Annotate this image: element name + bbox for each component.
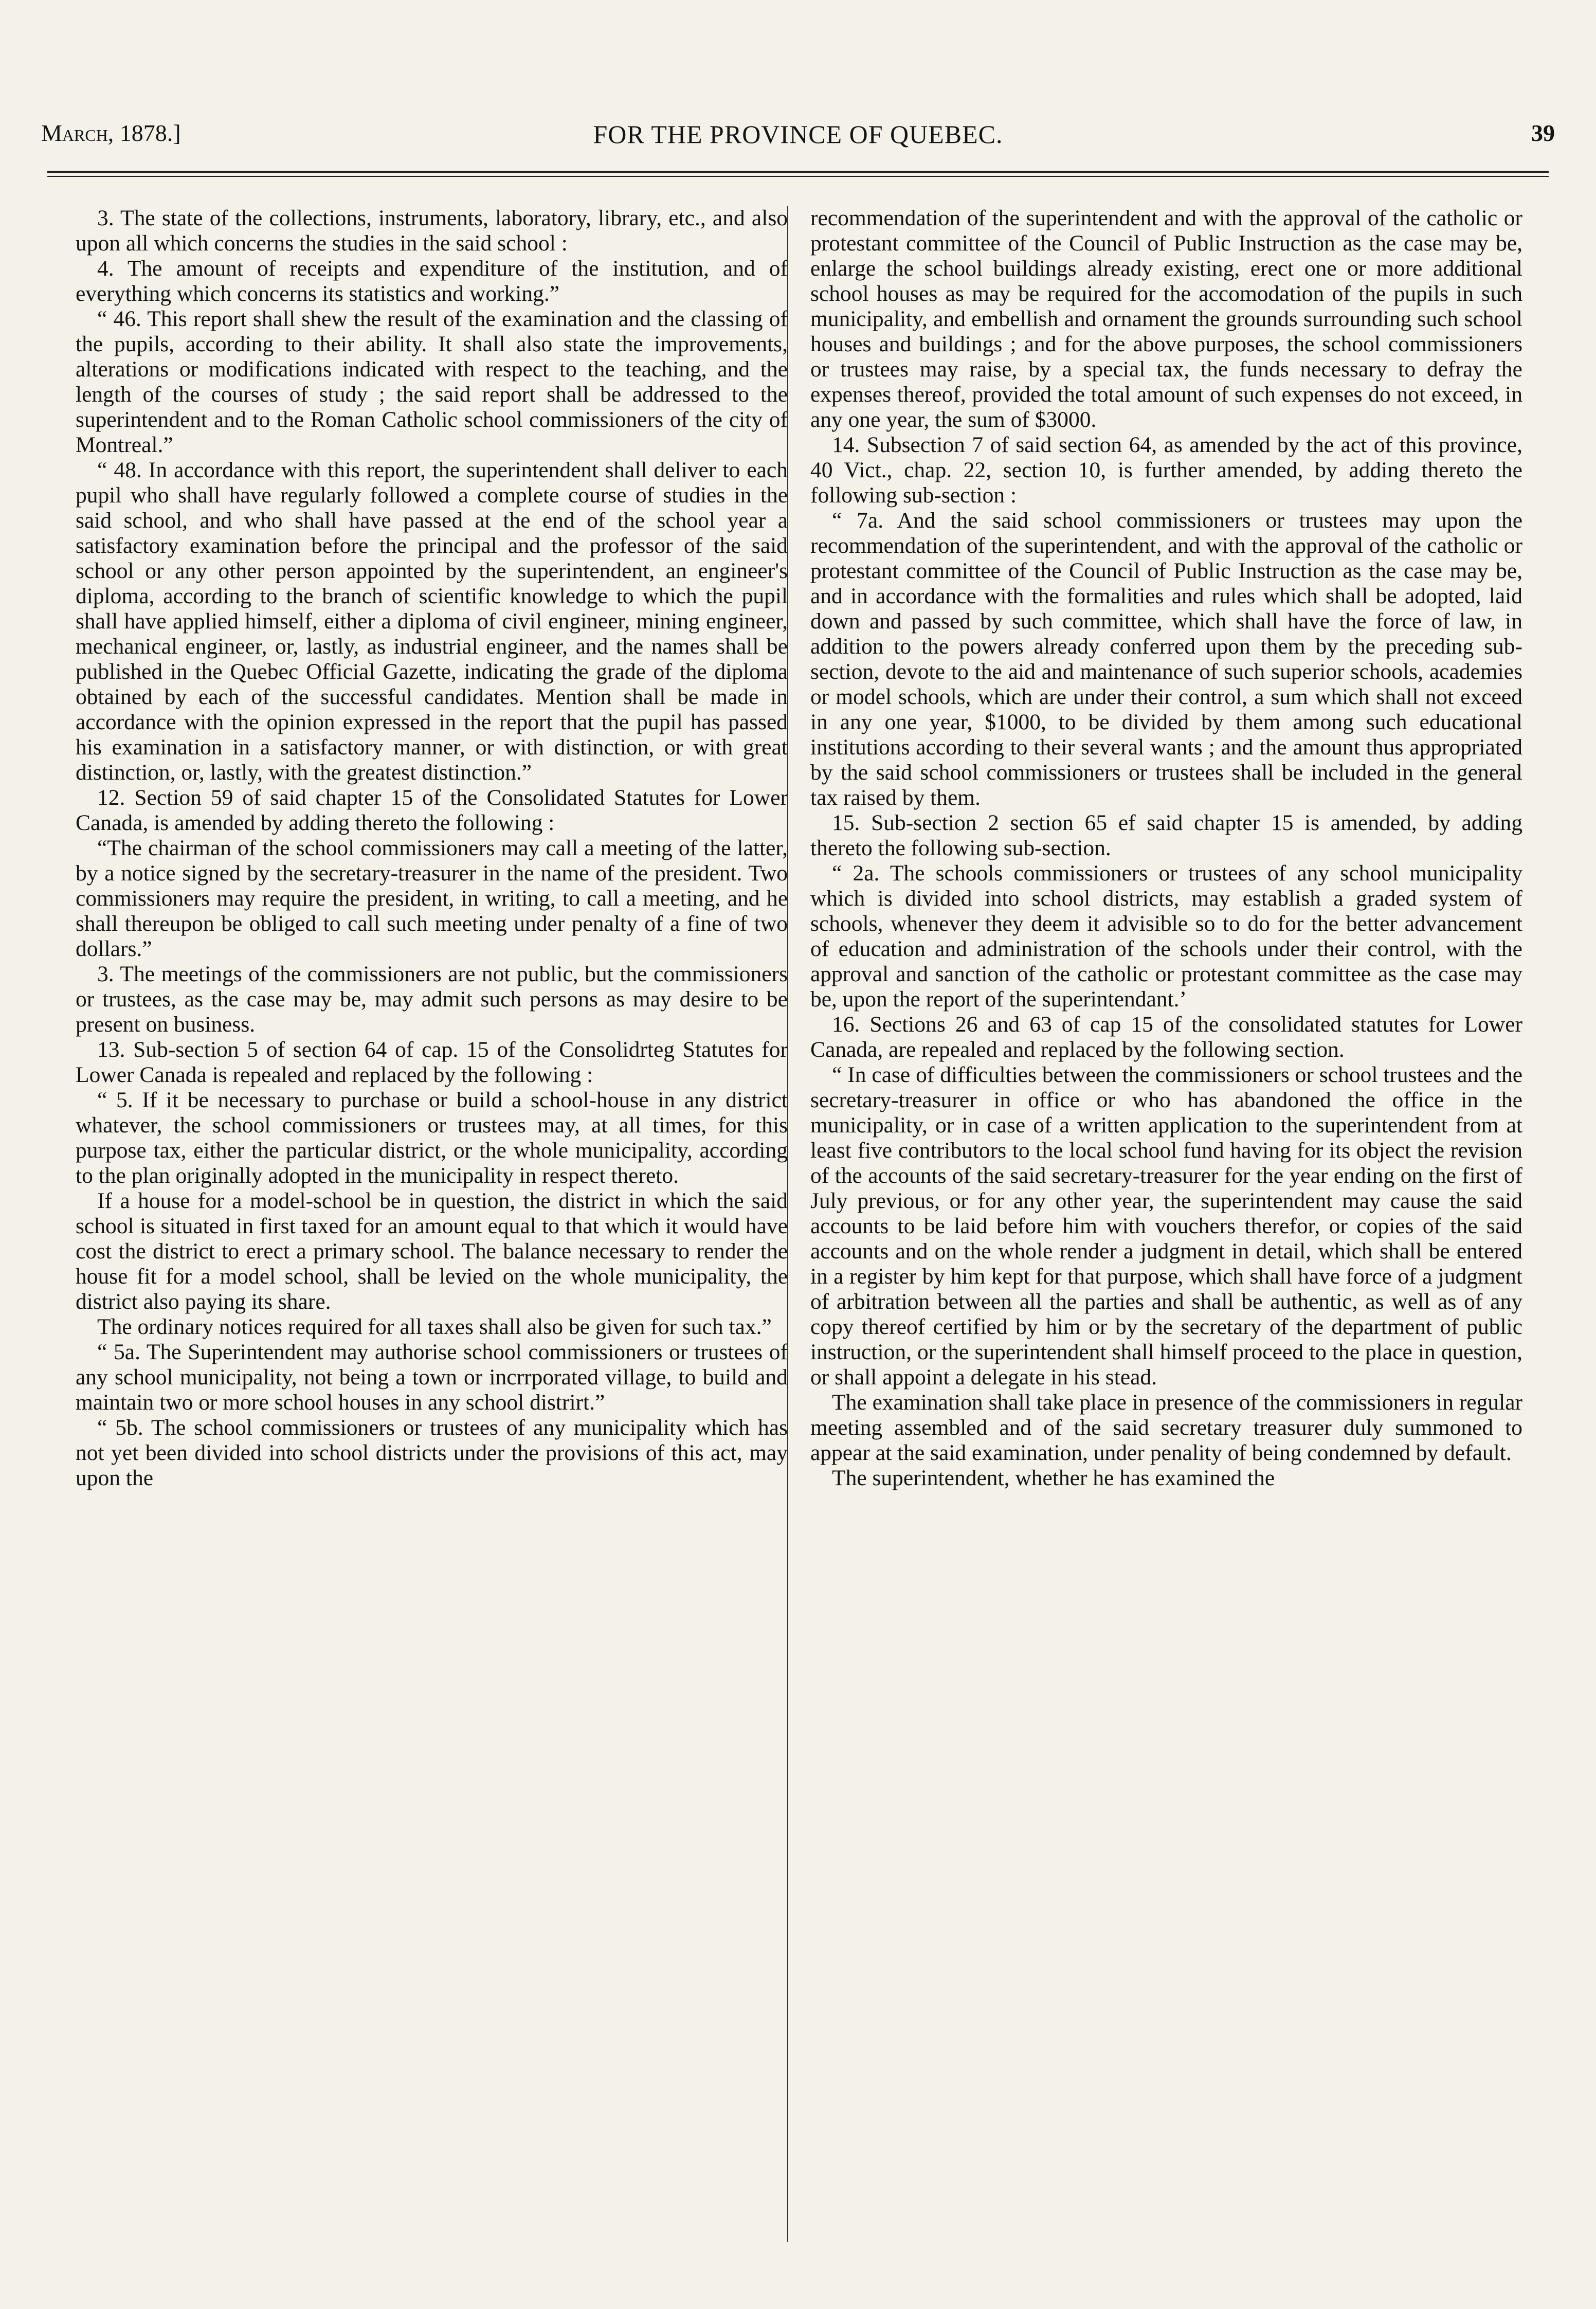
paragraph: If a house for a model-school be in question, the district in which the said school is situated in first taxed for an amount equal to that which it would have cost the district to erect a primary school. The balance necessary to render the house fit for a model school, shall be levied on the whole municipality, the district also paying its share. <box>76 1188 788 1314</box>
header-rule-thick <box>47 171 1549 173</box>
column-divider <box>787 206 788 2242</box>
paragraph: 15. Sub-section 2 section 65 ef said chapter 15 is amended, by adding thereto the following sub-section. <box>810 810 1522 860</box>
right-column <box>810 206 1522 2242</box>
paragraph: “ 5. If it be necessary to purchase or build a school-house in any district whatever, the school commissioners or trustees may, at all times, for this purpose tax, either the particular district, or the whole municipality, according to the plan originally adopted in the municipality in respect thereto. <box>76 1088 788 1188</box>
paragraph: “ 7a. And the said school commissioners or trustees may upon the recommendation of the superintendent, and with the approval of the catholic or protestant committee of the Council of Public Instruction as the case may be, and in accordance with the formalities and rules which shall be adopted, laid down and passed by such committee, which shall have the force of law, in addition to the powers already conferred upon them by the preceding sub-section, devote to the aid and maintenance of such superior schools, academies or model schools, which are under their control, a sum which shall not exceed in any one year, $1000, to be divided by them among such educational institutions according to their several wants ; and the amount thus appropriated by the said school commissioners or trustees shall be included in the general tax raised by them. <box>810 508 1522 810</box>
paragraph: “ 46. This report shall shew the result of the examination and the classing of the pupils, according to their ability. It shall also state the improvements, alterations or modifications indicated with respect to the teaching, and the length of the courses of study ; the said report shall be addressed to the superintendent and to the Roman Catholic school commissioners of the city of Montreal.” <box>76 306 788 457</box>
paragraph: The ordinary notices required for all taxes shall also be given for such tax.” <box>97 1314 772 1339</box>
header-title: FOR THE PROVINCE OF QUEBEC. <box>593 120 1003 149</box>
page-header <box>41 109 1555 166</box>
paragraph: 4. The amount of receipts and expenditure of the institution, and of everything which concerns its statistics and working.” <box>76 256 788 306</box>
paragraph: “ In case of difficulties between the commissioners or school trustees and the secretary-treasurer in office or who has abandoned the office in the municipality, or in case of a written application to the superintendent from at least five contributors to the local school fund having for its object the revision of the accounts of the said secretary-treasurer for the year ending on the first of July previous, or for any other year, the superintendent may cause the said accounts to be laid before him with vouchers therefor, or copies of the said accounts and on the whole render a judgment in detail, which shall be entered in a register by him kept for that purpose, which shall have force of a judgment of arbitration between all the parties and shall be authentic, as well as of any copy thereof certified by him or by the secretary of the department of public instruction, or the superintendent shall himself proceed to the place in question, or shall appoint a delegate in his stead. <box>810 1062 1522 1390</box>
paragraph: 12. Section 59 of said chapter 15 of the Consolidated Statutes for Lower Canada, is amended by adding thereto the following : <box>76 785 788 835</box>
header-date: March, 1878.] <box>41 120 181 146</box>
paragraph: 3. The state of the collections, instruments, laboratory, library, etc., and also upon all which concerns the studies in the said school : <box>76 206 788 256</box>
page-number: 39 <box>1531 120 1555 146</box>
paragraph: 13. Sub-section 5 of section 64 of cap. 15 of the Consolidrteg Statutes for Lower Canada is repealed and replaced by the following : <box>76 1037 788 1087</box>
paragraph: “The chairman of the school commissioners may call a meeting of the latter, by a notice signed by the secretary-treasurer in the name of the president. Two commissioners may require the president, in writing, to call a meeting, and he shall thereupon be obliged to call such meeting under penalty of a fine of two dollars.” <box>76 836 788 961</box>
paragraph: 16. Sections 26 and 63 of cap 15 of the consolidated statutes for Lower Canada, are repealed and replaced by the following section. <box>810 1012 1522 1062</box>
paragraph: The superintendent, whether he has examined the <box>832 1466 1275 1490</box>
paragraph: recommendation of the superintendent and with the approval of the catholic or protestant committee of the Council of Public Instruction as the case may be, enlarge the school buildings already existing, erect one or more additional school houses as may be required for the accomodation of the pupils in such municipality, and embellish and ornament the grounds surrounding such school houses and buildings ; and for the above purposes, the school commissioners or trustees may raise, by a special tax, the funds necessary to defray the expenses thereof, provided the total amount of such expenses do not exceed, in any one year, the sum of $3000. <box>810 206 1522 432</box>
paragraph: 3. The meetings of the commissioners are not public, but the commissioners or trustees, as the case may be, may admit such persons as may desire to be present on business. <box>76 962 788 1037</box>
paragraph: 14. Subsection 7 of said section 64, as amended by the act of this province, 40 Vict., chap. 22, section 10, is further amended, by adding thereto the following sub-section : <box>810 432 1522 508</box>
left-column <box>76 206 788 2242</box>
paragraph: “ 48. In accordance with this report, the superintendent shall deliver to each pupil who shall have regularly followed a complete course of studies in the said school, and who shall have passed at the end of the school year a satisfactory examination before the principal and the professor of the said school or any other person appointed by the superintendent, an engineer's diploma, according to the branch of scientific knowledge to which the pupil shall have applied himself, either a diploma of civil engineer, mining engineer, mechanical engineer, or, lastly, as industrial engineer, and the names shall be published in the Quebec Official Gazette, indicating the grade of the diploma obtained by each of the successful candidates. Mention shall be made in accordance with the opinion expressed in the report that the pupil has passed his examination in a satisfactory manner, or with distinction, or with great distinction, or, lastly, with the greatest distinction.” <box>76 458 788 785</box>
paragraph: “ 2a. The schools commissioners or trustees of any school municipality which is divided into school districts, may establish a graded system of schools, whenever they deem it advisible so to do for the better advancement of education and administration of the schools under their control, with the approval and sanction of the catholic or protestant committee as the case may be, upon the report of the superintendant.’ <box>810 861 1522 1012</box>
paragraph: The examination shall take place in presence of the commissioners in regular meeting assembled and of the said secretary treasurer duly summoned to appear at the said examination, under penality of being condemned by default. <box>810 1390 1522 1465</box>
header-rule-thin <box>47 176 1549 177</box>
paragraph: “ 5a. The Superintendent may authorise school commissioners or trustees of any school municipality, not being a town or incrrporated village, to build and maintain two or more school houses in any school distrirt.” <box>76 1340 788 1415</box>
paragraph: “ 5b. The school commissioners or trustees of any municipality which has not yet been divided into school districts under the provisions of this act, may upon the <box>76 1415 788 1490</box>
